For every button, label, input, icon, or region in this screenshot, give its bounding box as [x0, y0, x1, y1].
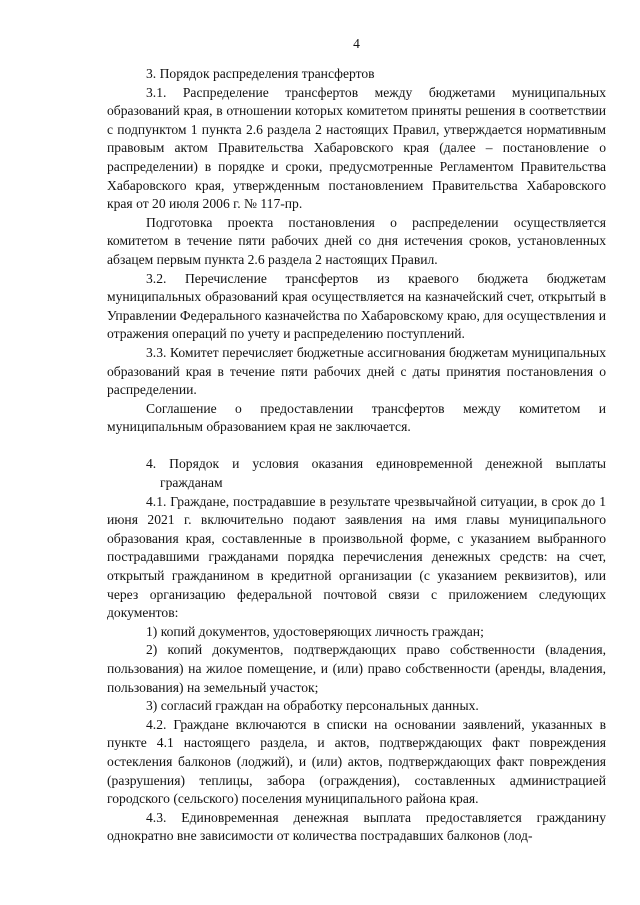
list-item-3: 3) согласий граждан на обработку персональных данных.: [146, 698, 479, 714]
paragraph-4-3: 4.3. Единовременная денежная выплата предоставляется гражданину однократно вне зависимости от количества пострадавших балконов (лод-: [107, 809, 606, 844]
paragraph-3-3-agreement: Соглашение о предоставлении трансфертов между комитетом и муниципальным образованием края не заключается.: [107, 400, 606, 435]
list-item-2: 2) копий документов, подтверждающих право собственности (владения, пользования) на жилое помещение, и (или) право собственности (аренды, владения, пользования) на земельный участок;: [107, 642, 606, 695]
section-4-title-line-1: 4. Порядок и условия оказания единовременной денежной выплаты: [146, 456, 606, 472]
section-3-title: 3. Порядок распределения трансфертов: [146, 66, 375, 81]
paragraph-4-2: 4.2. Граждане включаются в списки на основании заявлений, указанных в пункте 4.1 настоящего раздела, и актов, подтверждающих факт повреждения остекления балконов (лоджий), и (или) актов, подтверждающих факт повреждения (разрушения) теплицы, забора (ограждения), составленных администрацией городского (сельского) поселения муниципального района края.: [107, 716, 606, 807]
paragraph-3-2: 3.2. Перечисление трансфертов из краевого бюджета бюджетам муниципальных образований края осуществляется на казначейский счет, открытый в Управлении Федерального казначейства по Хабаровскому краю, для осуществления и отражения операций по учету и распределению поступлений.: [107, 270, 606, 342]
paragraph-3-3: 3.3. Комитет перечисляет бюджетные ассигнования бюджетам муниципальных образований края в течение пяти рабочих дней с даты принятия постановления о распределении.: [107, 344, 606, 398]
section-4-title-line-2: гражданам: [160, 475, 223, 491]
paragraph-3-1: 3.1. Распределение трансфертов между бюджетами муниципальных образований края, в отношении которых комитетом приняты решения в соответствии с подпунктом 1 пункта 2.6 раздела 2 настоящих Правил, утверждается нормативным правовым актом Правительства Хабаровского края (далее – постановление о распределении) в порядке и сроки, предусмотренные Регламентом Правительства Хабаровского края, утвержденным постановлением Правительства Хабаровского края от 20 июля 2006 г. № 117-пр.: [107, 84, 606, 212]
section-3: [107, 65, 606, 437]
section-4: [107, 455, 606, 845]
section-4-title: [107, 455, 606, 492]
paragraph-3-1-preparation: Подготовка проекта постановления о распределении осуществляется комитетом в течение пяти рабочих дней со дня истечения сроков, установленных абзацем первым пункта 2.6 раздела 2 настоящих Правил.: [107, 214, 606, 267]
page-number: 4: [353, 36, 360, 51]
section-gap: [107, 437, 606, 456]
list-item-1: 1) копий документов, удостоверяющих личность граждан;: [146, 623, 484, 639]
paragraph-4-1: 4.1. Граждане, пострадавшие в результате чрезвычайной ситуации, в срок до 1 июня 2021 г. включительно подают заявления на имя главы муниципального образования края, составленные в произвольной форме, с указанием выбранного пострадавшими гражданами порядка перечисления денежных средств: на счет, открытый гражданином в кредитной организации (с указанием реквизитов), или через организацию федеральной почтовой связи с приложением следующих документов:: [107, 493, 606, 621]
